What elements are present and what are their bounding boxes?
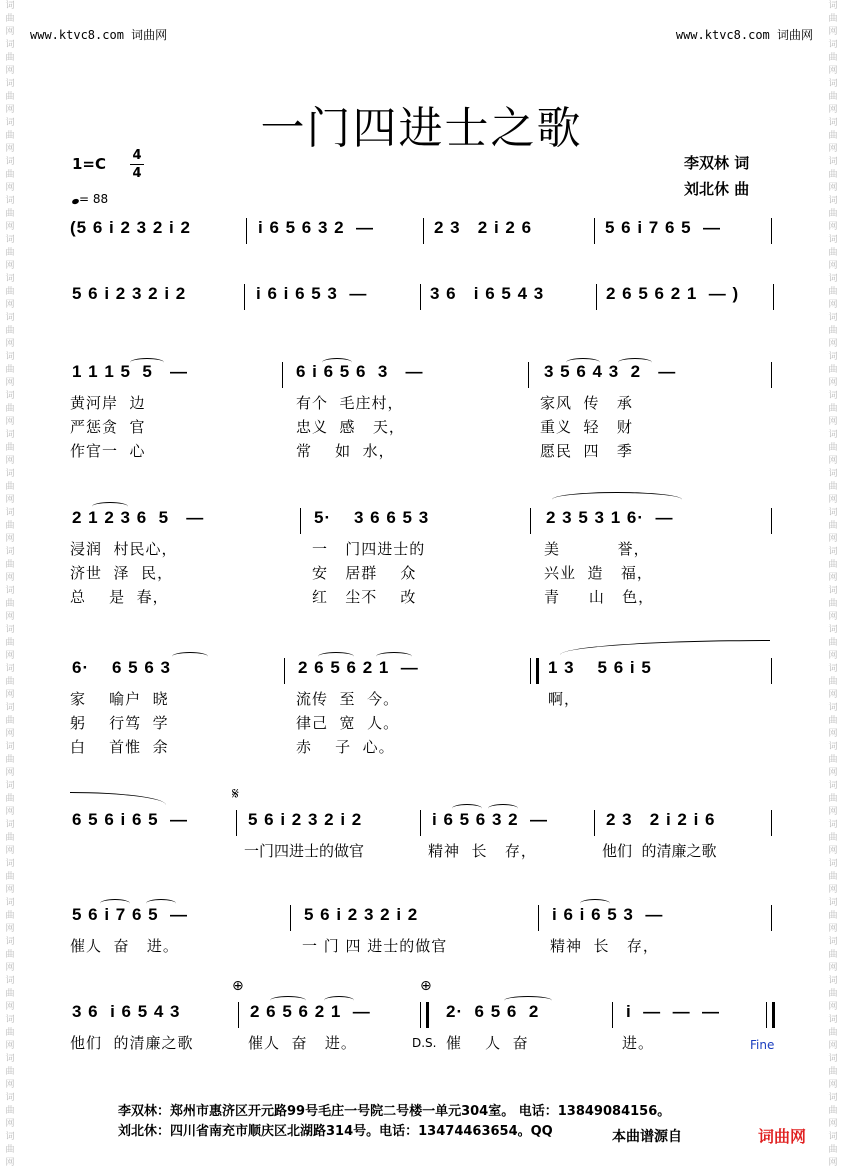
fine-marking: Fine <box>750 1038 775 1052</box>
barline <box>771 658 772 684</box>
tempo-value: = 88 <box>79 192 109 206</box>
lyric-verse-3: 红 尘不 改 <box>312 588 417 606</box>
barline <box>771 905 772 931</box>
lyric-verse-1: 浸润 村民心， <box>70 540 178 558</box>
lyric-verse-1: 黄河岸 边 <box>70 394 146 412</box>
time-signature-line <box>130 164 144 165</box>
lyric-chorus: 精神 长 存， <box>428 842 537 860</box>
lyric-verse-2: 济世 泽 民， <box>70 564 174 582</box>
measure: 3 6 i 6 5 4 3 <box>72 1002 181 1021</box>
barline <box>594 810 595 836</box>
brand-logo[interactable]: 词曲网 <box>758 1127 807 1146</box>
barline <box>771 508 772 534</box>
lyric-chorus: 他们 的清廉之歌 <box>602 842 717 860</box>
measure: i 6 i 6 5 3 — <box>256 284 368 303</box>
measure: 1 1 1 5 5 — <box>72 362 189 381</box>
barline <box>246 218 247 244</box>
measure: 3 6 i 6 5 4 3 <box>430 284 545 303</box>
measure: 5 6 i 2 3 2 i 2 <box>248 810 363 829</box>
lyric-verse-2: 严惩贪 官 <box>70 418 146 436</box>
song-title: 一门四进士之歌 <box>260 103 583 154</box>
lyric-verse-3: 作官一 心 <box>70 442 146 460</box>
measure: (5 6 i 2 3 2 i 2 <box>70 218 191 237</box>
time-signature-numerator: 4 <box>132 148 142 163</box>
measure: 2 6 5 6 2 1 — <box>298 658 419 677</box>
measure: 2 6 5 6 2 1 — <box>250 1002 371 1021</box>
lyric-verse-3: 赤 子 心。 <box>296 738 395 756</box>
barline <box>594 218 595 244</box>
barline <box>238 1002 239 1028</box>
lyricist-credit: 李双林 词 <box>684 154 750 172</box>
composer-credit: 刘北休 曲 <box>684 180 750 198</box>
ds-marking: D.S. <box>412 1036 437 1050</box>
lyric-verse-3: 青 山 色， <box>544 588 655 606</box>
repeat-barline <box>530 658 539 684</box>
slur <box>560 640 770 655</box>
lyric-verse-1: 有个 毛庄村， <box>296 394 404 412</box>
double-barline <box>420 1002 429 1028</box>
measure: i — — — <box>626 1002 721 1021</box>
watermark-right: 词曲网词曲网词曲网词曲网词曲网词曲网词曲网词曲网词曲网词曲网词曲网词曲网词曲网词曲网词曲网词曲网词曲网词曲网词曲网词曲网词曲网词曲网词曲网词曲网词曲网词曲网词曲网词曲网词曲网词曲网 <box>828 1 838 1168</box>
lyric-verse-2: 忠义 感 天， <box>296 418 405 436</box>
measure: 5 6 i 2 3 2 i 2 <box>304 905 419 924</box>
lyric-verse-1: 一 门四进士的 <box>312 540 426 558</box>
barline <box>284 658 285 684</box>
lyric-chorus: 催人 奋 进。 <box>248 1034 357 1052</box>
lyric-verse-3: 白 首惟 余 <box>70 738 169 756</box>
barline <box>528 362 529 388</box>
key-signature: 1=C <box>72 155 107 173</box>
lyric-verse-1: 家 喻户 晓 <box>70 690 169 708</box>
slur <box>172 652 208 661</box>
footer-lyricist-contact: 李双林：郑州市惠济区开元路99号毛庄一号院二号楼一单元304室。 电话：13849084156。 <box>118 1104 671 1119</box>
watermark-left: 词曲网词曲网词曲网词曲网词曲网词曲网词曲网词曲网词曲网词曲网词曲网词曲网词曲网词曲网词曲网词曲网词曲网词曲网词曲网词曲网词曲网词曲网词曲网词曲网词曲网词曲网词曲网词曲网词曲网词曲网 <box>5 1 15 1168</box>
barline <box>244 284 245 310</box>
barline <box>300 508 301 534</box>
measure: 2· 6 5 6 2 <box>446 1002 540 1021</box>
lyric-chorus: 精神 长 存， <box>550 937 659 955</box>
barline <box>771 362 772 388</box>
final-barline <box>766 1002 775 1028</box>
lyric-verse-3: 常 如 水， <box>296 442 395 460</box>
source-label: 本曲谱源自 <box>612 1129 682 1145</box>
measure: 2 6 5 6 2 1 — ) <box>606 284 740 303</box>
barline <box>420 810 421 836</box>
lyric-verse-2: 律己 宽 人。 <box>296 714 400 732</box>
lyric-verse-2: 躬 行笃 学 <box>70 714 169 732</box>
measure: 5 6 i 7 6 5 — <box>72 905 189 924</box>
lyric-verse-2: 重义 轻 财 <box>540 418 633 436</box>
lyric-verse-3: 总 是 春， <box>70 588 169 606</box>
measure: i 6 5 6 3 2 — <box>432 810 549 829</box>
barline <box>420 284 421 310</box>
measure: 5 6 i 7 6 5 — <box>605 218 722 237</box>
barline <box>596 284 597 310</box>
measure: 6 i 6 5 6 3 — <box>296 362 424 381</box>
lyric-verse-2: 安 居群 众 <box>312 564 417 582</box>
barline <box>423 218 424 244</box>
barline <box>771 810 772 836</box>
segno-icon: 𝄋 <box>232 784 239 803</box>
site-url-left[interactable]: www.ktvc8.com 词曲网 <box>30 28 168 42</box>
barline <box>290 905 291 931</box>
measure: 6· 6 5 6 3 <box>72 658 171 677</box>
lyric-verse-1: 流传 至 今。 <box>296 690 400 708</box>
measure: 2 3 2 i 2 6 <box>434 218 533 237</box>
measure: 2 3 2 i 2 i 6 <box>606 810 716 829</box>
measure: i 6 5 6 3 2 — <box>258 218 375 237</box>
measure: 1 3 5 6 i 5 <box>548 658 652 677</box>
lyric-chorus: 催人 奋 进。 <box>70 937 179 955</box>
lyric-coda: 催 人 奋 <box>446 1034 529 1052</box>
coda-icon: ⊕ <box>232 978 244 994</box>
lyric-verse-3: 愿民 四 季 <box>540 442 633 460</box>
slur <box>552 492 682 507</box>
barline <box>530 508 531 534</box>
lyric-exclamation: 啊， <box>548 690 581 708</box>
lyric-verse-1: 美 誉， <box>544 540 650 558</box>
barline <box>612 1002 613 1028</box>
lyric-verse-1: 家风 传 承 <box>540 394 633 412</box>
coda-icon: ⊕ <box>420 978 432 994</box>
measure: 2 1 2 3 6 5 — <box>72 508 205 527</box>
tempo-marking <box>72 192 108 206</box>
measure: 5· 3 6 6 5 3 <box>314 508 430 527</box>
barline <box>538 905 539 931</box>
barline <box>236 810 237 836</box>
lyric-coda: 进。 <box>622 1034 655 1052</box>
measure: 3 5 6 4 3 2 — <box>544 362 677 381</box>
barline <box>282 362 283 388</box>
lyric-chorus: 一门四进士的做官 <box>244 842 365 860</box>
barline <box>773 284 774 310</box>
measure: 5 6 i 2 3 2 i 2 <box>72 284 187 303</box>
measure: i 6 i 6 5 3 — <box>552 905 664 924</box>
slur <box>70 792 166 805</box>
lyric-verse-2: 兴业 造 福， <box>544 564 653 582</box>
measure: 2 3 5 3 1 6· — <box>546 508 674 527</box>
site-url-right[interactable]: www.ktvc8.com 词曲网 <box>675 28 813 42</box>
barline <box>771 218 772 244</box>
measure: 6 5 6 i 6 5 — <box>72 810 189 829</box>
lyric-chorus: 一 门 四 进士的做官 <box>302 937 448 955</box>
footer-composer-contact: 刘北休：四川省南充市顺庆区北湖路314号。电话：13474463654。QQ <box>118 1124 553 1139</box>
lyric-chorus: 他们 的清廉之歌 <box>70 1034 194 1052</box>
time-signature-denominator: 4 <box>132 166 142 181</box>
